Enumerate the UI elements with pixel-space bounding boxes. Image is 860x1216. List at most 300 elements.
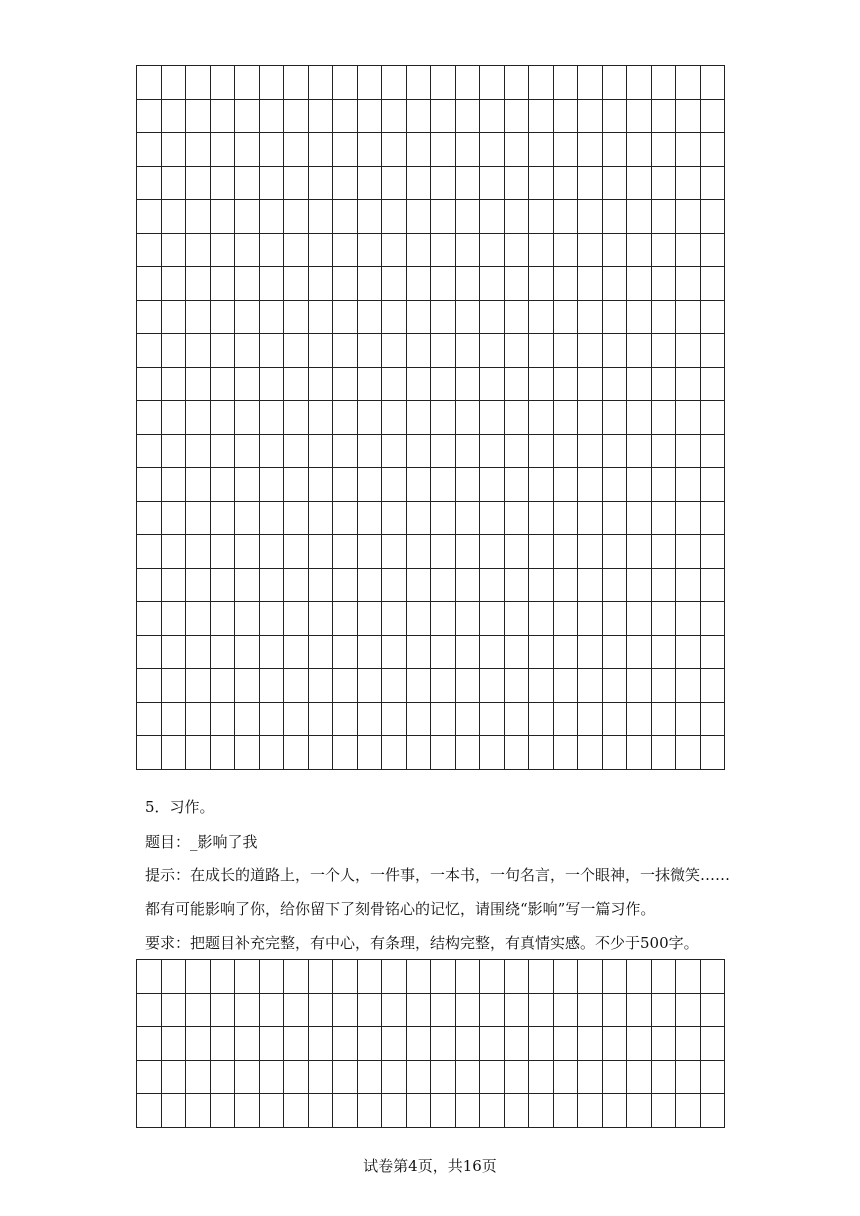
grid-cell[interactable] [382, 1060, 407, 1094]
grid-cell[interactable] [137, 1027, 162, 1061]
grid-cell[interactable] [186, 669, 211, 703]
grid-cell[interactable] [259, 133, 284, 167]
grid-cell[interactable] [578, 1027, 603, 1061]
grid-cell[interactable] [627, 960, 652, 994]
grid-cell[interactable] [602, 501, 627, 535]
grid-cell[interactable] [553, 334, 578, 368]
grid-cell[interactable] [651, 334, 676, 368]
grid-cell[interactable] [431, 1094, 456, 1128]
grid-cell[interactable] [406, 669, 431, 703]
grid-cell[interactable] [553, 434, 578, 468]
grid-cell[interactable] [480, 200, 505, 234]
grid-cell[interactable] [651, 133, 676, 167]
grid-cell[interactable] [357, 468, 382, 502]
grid-cell[interactable] [529, 334, 554, 368]
grid-cell[interactable] [406, 434, 431, 468]
grid-cell[interactable] [406, 267, 431, 301]
grid-cell[interactable] [676, 468, 701, 502]
grid-cell[interactable] [627, 66, 652, 100]
grid-cell[interactable] [308, 1094, 333, 1128]
grid-cell[interactable] [333, 99, 358, 133]
grid-cell[interactable] [676, 1060, 701, 1094]
grid-cell[interactable] [210, 501, 235, 535]
grid-cell[interactable] [382, 568, 407, 602]
grid-cell[interactable] [480, 1060, 505, 1094]
grid-cell[interactable] [161, 736, 186, 770]
grid-cell[interactable] [529, 669, 554, 703]
grid-cell[interactable] [186, 568, 211, 602]
grid-cell[interactable] [235, 1094, 260, 1128]
grid-cell[interactable] [431, 233, 456, 267]
grid-cell[interactable] [651, 702, 676, 736]
grid-cell[interactable] [161, 468, 186, 502]
grid-cell[interactable] [308, 300, 333, 334]
grid-cell[interactable] [357, 66, 382, 100]
grid-cell[interactable] [382, 535, 407, 569]
grid-cell[interactable] [455, 702, 480, 736]
grid-cell[interactable] [455, 1094, 480, 1128]
grid-cell[interactable] [235, 267, 260, 301]
grid-cell[interactable] [431, 1060, 456, 1094]
grid-cell[interactable] [210, 133, 235, 167]
grid-cell[interactable] [210, 468, 235, 502]
grid-cell[interactable] [259, 602, 284, 636]
grid-cell[interactable] [480, 535, 505, 569]
grid-cell[interactable] [651, 535, 676, 569]
grid-cell[interactable] [553, 669, 578, 703]
grid-cell[interactable] [210, 200, 235, 234]
grid-cell[interactable] [186, 99, 211, 133]
grid-cell[interactable] [578, 367, 603, 401]
grid-cell[interactable] [284, 99, 309, 133]
grid-cell[interactable] [431, 468, 456, 502]
grid-cell[interactable] [137, 133, 162, 167]
grid-cell[interactable] [602, 702, 627, 736]
grid-cell[interactable] [382, 702, 407, 736]
grid-cell[interactable] [602, 300, 627, 334]
grid-cell[interactable] [161, 960, 186, 994]
grid-cell[interactable] [529, 602, 554, 636]
grid-cell[interactable] [333, 133, 358, 167]
grid-cell[interactable] [235, 635, 260, 669]
grid-cell[interactable] [651, 233, 676, 267]
grid-cell[interactable] [308, 669, 333, 703]
grid-cell[interactable] [431, 401, 456, 435]
grid-cell[interactable] [137, 401, 162, 435]
grid-cell[interactable] [186, 736, 211, 770]
grid-cell[interactable] [455, 200, 480, 234]
grid-cell[interactable] [480, 133, 505, 167]
grid-cell[interactable] [504, 635, 529, 669]
grid-cell[interactable] [529, 993, 554, 1027]
grid-cell[interactable] [333, 736, 358, 770]
grid-cell[interactable] [284, 1094, 309, 1128]
grid-cell[interactable] [627, 233, 652, 267]
grid-cell[interactable] [651, 568, 676, 602]
grid-cell[interactable] [161, 66, 186, 100]
grid-cell[interactable] [259, 434, 284, 468]
grid-cell[interactable] [161, 267, 186, 301]
grid-cell[interactable] [284, 635, 309, 669]
grid-cell[interactable] [578, 200, 603, 234]
grid-cell[interactable] [553, 133, 578, 167]
grid-cell[interactable] [676, 993, 701, 1027]
grid-cell[interactable] [455, 233, 480, 267]
grid-cell[interactable] [480, 367, 505, 401]
grid-cell[interactable] [259, 535, 284, 569]
grid-cell[interactable] [161, 367, 186, 401]
grid-cell[interactable] [480, 602, 505, 636]
grid-cell[interactable] [161, 99, 186, 133]
grid-cell[interactable] [406, 334, 431, 368]
grid-cell[interactable] [259, 200, 284, 234]
grid-cell[interactable] [480, 702, 505, 736]
grid-cell[interactable] [137, 66, 162, 100]
grid-cell[interactable] [382, 233, 407, 267]
grid-cell[interactable] [578, 66, 603, 100]
grid-cell[interactable] [700, 602, 725, 636]
grid-cell[interactable] [504, 200, 529, 234]
grid-cell[interactable] [210, 1094, 235, 1128]
grid-cell[interactable] [602, 602, 627, 636]
grid-cell[interactable] [455, 568, 480, 602]
grid-cell[interactable] [627, 267, 652, 301]
grid-cell[interactable] [137, 233, 162, 267]
grid-cell[interactable] [333, 300, 358, 334]
grid-cell[interactable] [186, 233, 211, 267]
grid-cell[interactable] [700, 300, 725, 334]
grid-cell[interactable] [504, 99, 529, 133]
grid-cell[interactable] [676, 267, 701, 301]
grid-cell[interactable] [700, 367, 725, 401]
grid-cell[interactable] [480, 434, 505, 468]
grid-cell[interactable] [455, 669, 480, 703]
grid-cell[interactable] [161, 669, 186, 703]
grid-cell[interactable] [210, 233, 235, 267]
grid-cell[interactable] [578, 166, 603, 200]
grid-cell[interactable] [308, 535, 333, 569]
grid-cell[interactable] [578, 267, 603, 301]
grid-cell[interactable] [259, 1060, 284, 1094]
grid-cell[interactable] [357, 166, 382, 200]
grid-cell[interactable] [308, 233, 333, 267]
grid-cell[interactable] [651, 468, 676, 502]
grid-cell[interactable] [651, 960, 676, 994]
grid-cell[interactable] [382, 133, 407, 167]
grid-cell[interactable] [455, 1060, 480, 1094]
grid-cell[interactable] [406, 702, 431, 736]
grid-cell[interactable] [676, 434, 701, 468]
grid-cell[interactable] [210, 267, 235, 301]
grid-cell[interactable] [651, 736, 676, 770]
grid-cell[interactable] [431, 99, 456, 133]
grid-cell[interactable] [504, 736, 529, 770]
grid-cell[interactable] [308, 993, 333, 1027]
grid-cell[interactable] [578, 960, 603, 994]
grid-cell[interactable] [700, 434, 725, 468]
grid-cell[interactable] [455, 960, 480, 994]
grid-cell[interactable] [627, 133, 652, 167]
grid-cell[interactable] [235, 702, 260, 736]
grid-cell[interactable] [333, 233, 358, 267]
grid-cell[interactable] [308, 267, 333, 301]
grid-cell[interactable] [455, 635, 480, 669]
grid-cell[interactable] [578, 702, 603, 736]
grid-cell[interactable] [357, 300, 382, 334]
grid-cell[interactable] [627, 401, 652, 435]
grid-cell[interactable] [186, 434, 211, 468]
grid-cell[interactable] [382, 501, 407, 535]
grid-cell[interactable] [186, 993, 211, 1027]
grid-cell[interactable] [602, 99, 627, 133]
grid-cell[interactable] [406, 99, 431, 133]
grid-cell[interactable] [553, 300, 578, 334]
grid-cell[interactable] [259, 568, 284, 602]
grid-cell[interactable] [553, 535, 578, 569]
grid-cell[interactable] [431, 166, 456, 200]
grid-cell[interactable] [553, 960, 578, 994]
grid-cell[interactable] [676, 233, 701, 267]
grid-cell[interactable] [210, 669, 235, 703]
grid-cell[interactable] [382, 300, 407, 334]
grid-cell[interactable] [529, 468, 554, 502]
grid-cell[interactable] [406, 166, 431, 200]
grid-cell[interactable] [259, 401, 284, 435]
grid-cell[interactable] [284, 568, 309, 602]
grid-cell[interactable] [308, 200, 333, 234]
grid-cell[interactable] [455, 993, 480, 1027]
grid-cell[interactable] [406, 501, 431, 535]
grid-cell[interactable] [504, 267, 529, 301]
grid-cell[interactable] [602, 66, 627, 100]
grid-cell[interactable] [431, 960, 456, 994]
grid-cell[interactable] [700, 133, 725, 167]
grid-cell[interactable] [308, 602, 333, 636]
grid-cell[interactable] [259, 334, 284, 368]
grid-cell[interactable] [627, 736, 652, 770]
grid-cell[interactable] [235, 1060, 260, 1094]
grid-cell[interactable] [627, 993, 652, 1027]
grid-cell[interactable] [431, 334, 456, 368]
grid-cell[interactable] [210, 993, 235, 1027]
grid-cell[interactable] [676, 535, 701, 569]
grid-cell[interactable] [651, 367, 676, 401]
grid-cell[interactable] [602, 960, 627, 994]
grid-cell[interactable] [504, 1094, 529, 1128]
grid-cell[interactable] [210, 960, 235, 994]
grid-cell[interactable] [700, 200, 725, 234]
grid-cell[interactable] [161, 702, 186, 736]
grid-cell[interactable] [602, 468, 627, 502]
grid-cell[interactable] [676, 166, 701, 200]
grid-cell[interactable] [406, 960, 431, 994]
grid-cell[interactable] [700, 66, 725, 100]
grid-cell[interactable] [333, 1060, 358, 1094]
grid-cell[interactable] [259, 501, 284, 535]
grid-cell[interactable] [651, 669, 676, 703]
grid-cell[interactable] [333, 267, 358, 301]
grid-cell[interactable] [284, 702, 309, 736]
grid-cell[interactable] [651, 434, 676, 468]
grid-cell[interactable] [627, 535, 652, 569]
grid-cell[interactable] [406, 401, 431, 435]
grid-cell[interactable] [553, 166, 578, 200]
grid-cell[interactable] [161, 993, 186, 1027]
grid-cell[interactable] [161, 166, 186, 200]
grid-cell[interactable] [700, 1027, 725, 1061]
grid-cell[interactable] [602, 635, 627, 669]
grid-cell[interactable] [161, 233, 186, 267]
grid-cell[interactable] [284, 535, 309, 569]
grid-cell[interactable] [602, 1094, 627, 1128]
grid-cell[interactable] [676, 66, 701, 100]
grid-cell[interactable] [308, 960, 333, 994]
grid-cell[interactable] [186, 66, 211, 100]
grid-cell[interactable] [504, 300, 529, 334]
grid-cell[interactable] [602, 334, 627, 368]
grid-cell[interactable] [676, 1027, 701, 1061]
grid-cell[interactable] [578, 233, 603, 267]
grid-cell[interactable] [529, 1094, 554, 1128]
grid-cell[interactable] [627, 669, 652, 703]
grid-cell[interactable] [137, 568, 162, 602]
grid-cell[interactable] [480, 401, 505, 435]
grid-cell[interactable] [210, 300, 235, 334]
grid-cell[interactable] [406, 993, 431, 1027]
grid-cell[interactable] [431, 501, 456, 535]
grid-cell[interactable] [676, 568, 701, 602]
grid-cell[interactable] [504, 233, 529, 267]
grid-cell[interactable] [480, 66, 505, 100]
grid-cell[interactable] [161, 200, 186, 234]
grid-cell[interactable] [480, 233, 505, 267]
grid-cell[interactable] [235, 568, 260, 602]
grid-cell[interactable] [210, 702, 235, 736]
grid-cell[interactable] [406, 367, 431, 401]
grid-cell[interactable] [602, 736, 627, 770]
grid-cell[interactable] [480, 334, 505, 368]
grid-cell[interactable] [259, 635, 284, 669]
grid-cell[interactable] [137, 434, 162, 468]
grid-cell[interactable] [406, 233, 431, 267]
grid-cell[interactable] [676, 133, 701, 167]
grid-cell[interactable] [137, 736, 162, 770]
grid-cell[interactable] [578, 1060, 603, 1094]
grid-cell[interactable] [308, 367, 333, 401]
grid-cell[interactable] [333, 1094, 358, 1128]
grid-cell[interactable] [235, 736, 260, 770]
grid-cell[interactable] [357, 535, 382, 569]
grid-cell[interactable] [480, 635, 505, 669]
grid-cell[interactable] [210, 434, 235, 468]
grid-cell[interactable] [235, 334, 260, 368]
grid-cell[interactable] [186, 200, 211, 234]
grid-cell[interactable] [259, 66, 284, 100]
grid-cell[interactable] [480, 468, 505, 502]
grid-cell[interactable] [529, 568, 554, 602]
grid-cell[interactable] [455, 535, 480, 569]
grid-cell[interactable] [161, 535, 186, 569]
grid-cell[interactable] [210, 535, 235, 569]
grid-cell[interactable] [431, 1027, 456, 1061]
grid-cell[interactable] [627, 635, 652, 669]
grid-cell[interactable] [186, 468, 211, 502]
grid-cell[interactable] [651, 501, 676, 535]
grid-cell[interactable] [504, 535, 529, 569]
grid-cell[interactable] [504, 434, 529, 468]
grid-cell[interactable] [700, 736, 725, 770]
grid-cell[interactable] [308, 635, 333, 669]
grid-cell[interactable] [700, 993, 725, 1027]
grid-cell[interactable] [553, 66, 578, 100]
grid-cell[interactable] [627, 1060, 652, 1094]
grid-cell[interactable] [529, 1027, 554, 1061]
grid-cell[interactable] [504, 960, 529, 994]
grid-cell[interactable] [284, 334, 309, 368]
grid-cell[interactable] [235, 468, 260, 502]
grid-cell[interactable] [137, 602, 162, 636]
grid-cell[interactable] [602, 166, 627, 200]
grid-cell[interactable] [161, 434, 186, 468]
grid-cell[interactable] [284, 468, 309, 502]
grid-cell[interactable] [137, 367, 162, 401]
grid-cell[interactable] [676, 401, 701, 435]
grid-cell[interactable] [431, 568, 456, 602]
grid-cell[interactable] [627, 300, 652, 334]
grid-cell[interactable] [259, 993, 284, 1027]
grid-cell[interactable] [357, 133, 382, 167]
grid-cell[interactable] [700, 535, 725, 569]
grid-cell[interactable] [357, 669, 382, 703]
grid-cell[interactable] [357, 200, 382, 234]
grid-cell[interactable] [161, 501, 186, 535]
grid-cell[interactable] [210, 401, 235, 435]
grid-cell[interactable] [186, 166, 211, 200]
grid-cell[interactable] [700, 267, 725, 301]
grid-cell[interactable] [529, 133, 554, 167]
grid-cell[interactable] [431, 702, 456, 736]
grid-cell[interactable] [578, 993, 603, 1027]
grid-cell[interactable] [529, 960, 554, 994]
grid-cell[interactable] [308, 334, 333, 368]
grid-cell[interactable] [308, 1027, 333, 1061]
grid-cell[interactable] [455, 1027, 480, 1061]
grid-cell[interactable] [161, 1060, 186, 1094]
grid-cell[interactable] [676, 99, 701, 133]
grid-cell[interactable] [406, 635, 431, 669]
grid-cell[interactable] [406, 66, 431, 100]
grid-cell[interactable] [529, 166, 554, 200]
grid-cell[interactable] [529, 1060, 554, 1094]
grid-cell[interactable] [259, 1094, 284, 1128]
grid-cell[interactable] [284, 233, 309, 267]
grid-cell[interactable] [553, 501, 578, 535]
grid-cell[interactable] [578, 300, 603, 334]
grid-cell[interactable] [382, 1094, 407, 1128]
grid-cell[interactable] [382, 635, 407, 669]
grid-cell[interactable] [578, 602, 603, 636]
grid-cell[interactable] [700, 669, 725, 703]
grid-cell[interactable] [676, 200, 701, 234]
grid-cell[interactable] [308, 133, 333, 167]
grid-cell[interactable] [382, 468, 407, 502]
grid-cell[interactable] [235, 434, 260, 468]
grid-cell[interactable] [406, 568, 431, 602]
grid-cell[interactable] [627, 468, 652, 502]
grid-cell[interactable] [137, 267, 162, 301]
grid-cell[interactable] [235, 200, 260, 234]
grid-cell[interactable] [651, 200, 676, 234]
